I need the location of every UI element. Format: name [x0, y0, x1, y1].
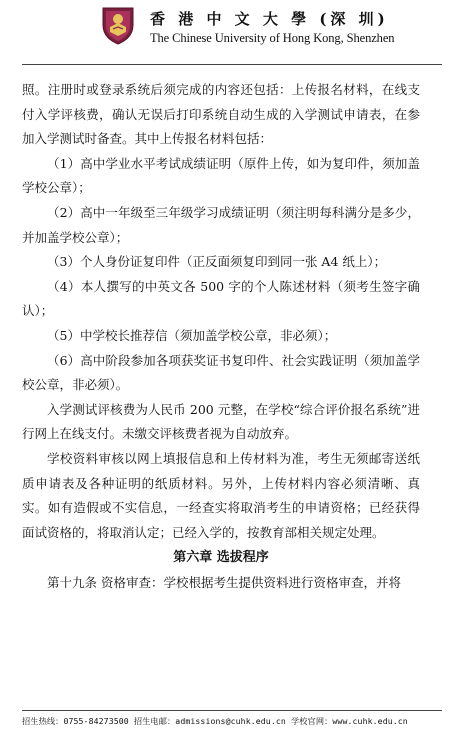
- list-item: （6）高中阶段参加各项获奖证书复印件、社会实践证明（须加盖学校公章，非必须）。: [22, 352, 420, 393]
- university-name-chinese: 香 港 中 文 大 學 (深 圳): [150, 10, 389, 28]
- page-footer: 招生热线：0755-84273500 招生电邮：admissions@cuhk.edu.cn 学校官网：www.cuhk.edu.cn: [22, 716, 408, 726]
- list-item: （3）个人身份证复印件（正反面须复印到同一张 A4 纸上）；: [47, 254, 387, 270]
- list-item: （5）中学校长推荐信（须加盖学校公章，非必须）；: [47, 327, 337, 343]
- chapter-heading: 第六章 选拔程序: [173, 550, 269, 566]
- paragraph: 照。注册时或登录系统后须完成的内容还包括：上传报名材料，在线支付入学评核费，确认无误后打印系统自动生成的入学测试申请表，在参加入学测试时备查。其中上传报名材料包括：: [22, 82, 420, 147]
- list-item: （2）高中一年级至三年级学习成绩证明（须注明每科满分是多少，并加盖学校公章）；: [22, 204, 420, 245]
- university-name-english: The Chinese University of Hong Kong, Shenzhen: [150, 31, 395, 45]
- paragraph: 学校资料审核以网上填报信息和上传材料为准，考生无须邮寄送纸质申请表及各种证明的纸质材料。另外，上传材料内容必须清晰、真实。如有造假或不实信息，一经查实将取消考生的申请资格；已经获得面试资格的，将取消认定；已经入学的，按教育部相关规定处理。: [22, 450, 420, 540]
- footer-divider: [22, 710, 442, 711]
- university-crest-icon: [101, 5, 135, 45]
- list-item: （1）高中学业水平考试成绩证明（原件上传，如为复印件，须加盖学校公章）；: [22, 155, 420, 196]
- paragraph: 第十九条 资格审查：学校根据考生提供资料进行资格审查，并将: [47, 575, 401, 591]
- document-body: [22, 78, 420, 596]
- list-item: （4）本人撰写的中英文各 500 字的个人陈述材料（须考生签字确认）；: [22, 278, 420, 319]
- page-header: [0, 0, 464, 62]
- header-divider: [22, 64, 442, 65]
- paragraph: 入学测试评核费为人民币 200 元整，在学校“综合评价报名系统”进行网上在线支付。未缴交评核费者视为自动放弃。: [22, 401, 420, 442]
